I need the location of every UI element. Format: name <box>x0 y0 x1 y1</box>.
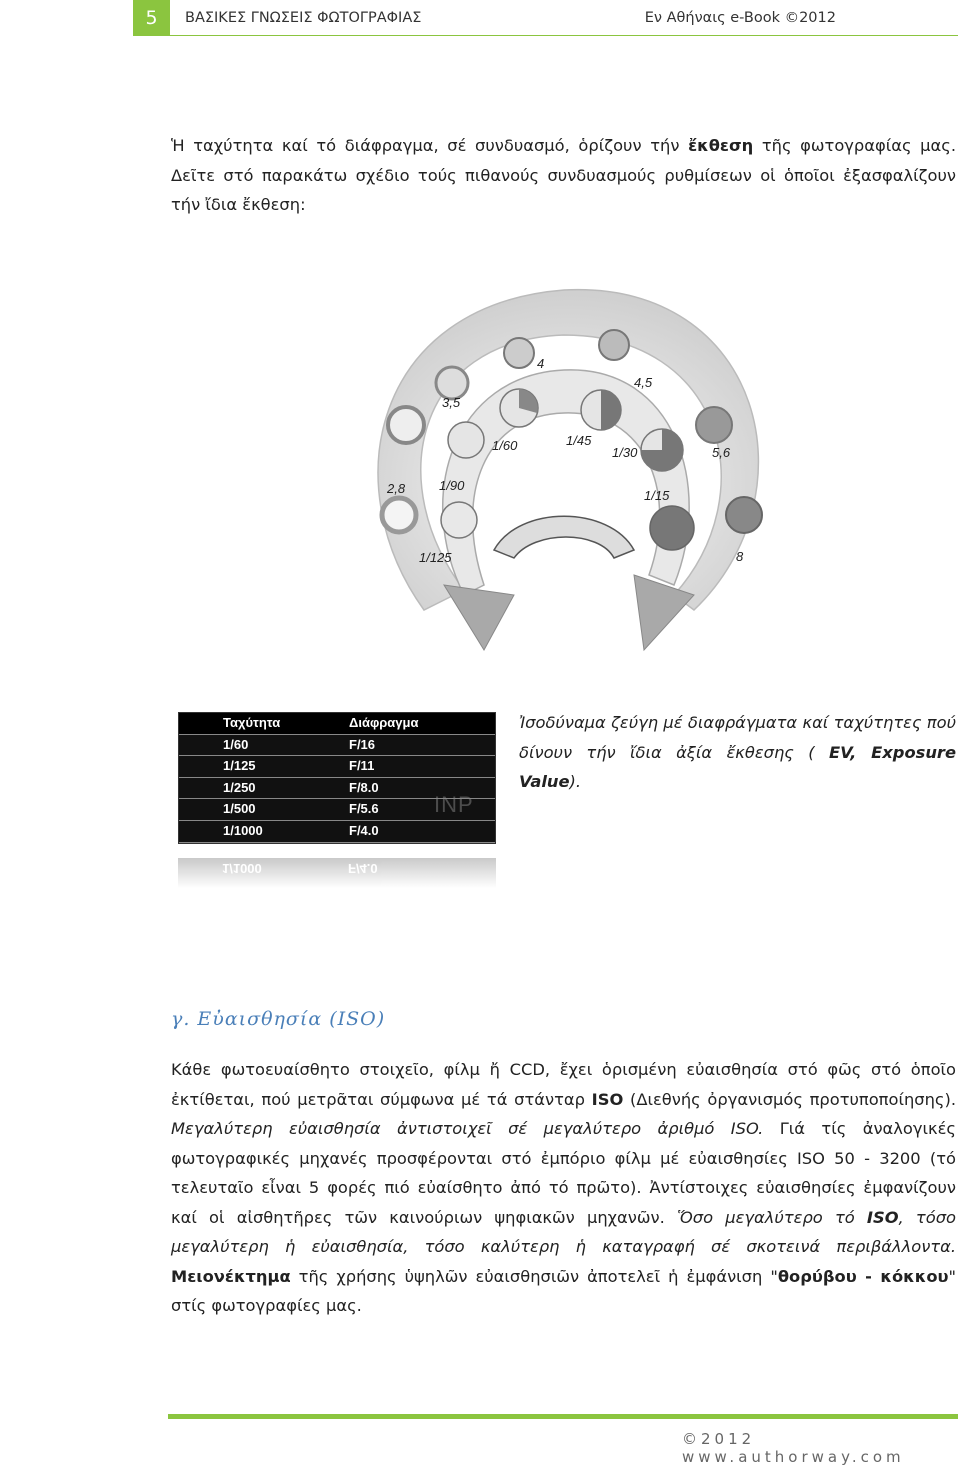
arrow-head-left <box>444 585 514 650</box>
aperture-icon <box>388 407 424 443</box>
aperture-cell: F/8.0 <box>349 779 379 795</box>
aperture-icon <box>382 498 416 532</box>
aperture-cell: F/4.0 <box>349 822 379 838</box>
iso-text: Κάθε φωτοευαίσθητο στοιχεῖο, φίλμ ἤ CCD, ἔχει ὁρισμένη εὐαισθησία στό φῶς στό ὁποῖο ἐκτίθεται, πού μετρᾶται σύμφωνα μέ τά στάνταρ <box>171 1060 956 1109</box>
speed-cell: 1/500 <box>223 801 256 817</box>
inner-arc-arrow <box>443 370 689 595</box>
exposure-table <box>178 712 496 844</box>
aperture-label: 4 <box>537 356 545 371</box>
aperture-icon <box>504 338 534 368</box>
shutter-pie <box>650 506 694 550</box>
page-footer <box>682 1430 960 1466</box>
header-speed: Ταχύτητα <box>223 715 281 730</box>
table-header-row <box>179 713 495 735</box>
speed-cell: 1/250 <box>223 779 256 795</box>
iso-italic: Μεγαλύτερη εὐαισθησία ἀντιστοιχεῖ σέ μεγαλύτερο ἀριθμό ISO. <box>171 1119 764 1138</box>
table-caption <box>519 708 956 797</box>
caption-bold: EV, Exposure Value <box>519 742 957 791</box>
exposure-diagram <box>344 265 790 680</box>
aperture-icon <box>726 497 762 533</box>
aperture-cell: F/5.6 <box>349 801 379 817</box>
footer-year: ©2012 <box>682 1430 756 1448</box>
speed-label: 1/90 <box>439 478 465 493</box>
intro-paragraph <box>171 131 956 220</box>
table-reflection <box>178 858 496 888</box>
intro-text-end: τῆς φωτογραφίας μας. Δεῖτε στό παρακάτω σχέδιο τούς πιθανούς συνδυασμούς ρυθμίσεων οἱ ὁποῖοι ἐξασφαλίζουν τήν ἴδια ἔκθεση: <box>171 136 956 214</box>
aperture-label: 5,6 <box>712 445 731 460</box>
speed-label: 1/15 <box>644 488 670 503</box>
aperture-cell: F/16 <box>349 736 376 752</box>
settings-table-figure <box>178 712 496 888</box>
caption-end: ). <box>569 772 582 791</box>
reflection-speed: 1/1000 <box>222 861 262 876</box>
aperture-label: 2,8 <box>387 481 406 496</box>
speed-label: 1/45 <box>566 433 592 448</box>
iso-text: τῆς χρήσης ὑψηλῶν εὐαισθησιῶν ἀποτελεῖ ἡ ἐμφάνιση " <box>290 1266 778 1286</box>
iso-text: (Διεθνής ὀργανισμός προτυποποίησης). <box>623 1089 956 1109</box>
page-header <box>0 0 960 36</box>
speed-cell: 1/1000 <box>223 822 263 838</box>
table-row <box>179 735 495 757</box>
iso-text: " στίς φωτογραφίες μας. <box>171 1266 956 1315</box>
aperture-cell: F/11 <box>349 758 375 774</box>
section-heading: γ. Εὐαισθησία (ISO) <box>171 1008 386 1030</box>
iso-bold: ISO <box>591 1089 624 1109</box>
reflection-aperture: F/4.0 <box>348 861 378 876</box>
footer-site: www.authorway.com <box>682 1448 905 1466</box>
aperture-label: 8 <box>736 549 744 564</box>
header-divider <box>170 35 958 36</box>
table-row <box>179 756 495 778</box>
iso-text: Γιά τίς ἀναλογικές φωτογραφικές μηχανές προσφέρονται στό ἐμπόριο φίλμ μέ εὐαισθησίες ISO 50 - 3200 (τό τελευταῖο εἶναι 5 φορές πιό εὐαίσθητο ἀπό τό πρῶτο). Ἀντίστοιχες εὐαισθησίες ἐμφανίζουν καί οἱ αἰσθητῆρες τῶν καινούριων ψηφιακῶν μηχανῶν. <box>171 1119 956 1227</box>
speed-cell: 1/60 <box>223 736 249 752</box>
iso-bold: θορύβου - κόκκου <box>777 1266 949 1286</box>
aperture-icon <box>696 407 732 443</box>
page-number: 5 <box>133 0 170 36</box>
reflection-row <box>178 861 496 876</box>
aperture-label: 3,5 <box>442 395 461 410</box>
speed-label: 1/60 <box>492 438 518 453</box>
caption-text: Ἰσοδύναμα ζεύγη μέ διαφράγματα καί ταχύτητες πού δίνουν τήν ἴδια ἀξία ἔκθεσης ( <box>519 713 956 762</box>
shutter-pie <box>441 502 477 538</box>
footer-divider <box>168 1414 958 1419</box>
shutter-pie <box>448 422 484 458</box>
table-watermark: INP <box>434 792 474 817</box>
header-aperture: Διάφραγμα <box>349 715 419 730</box>
speed-label: 1/125 <box>419 550 452 565</box>
iso-paragraph <box>171 1055 956 1321</box>
iso-bold-italic: ISO <box>866 1207 899 1227</box>
aperture-icon <box>599 330 629 360</box>
intro-text: Ἡ ταχύτητα καί τό διάφραγμα, σέ συνδυασμό, ὁρίζουν τήν <box>171 136 689 155</box>
intro-bold: ἔκθεση <box>688 136 754 155</box>
speed-label: 1/30 <box>612 445 638 460</box>
book-title: ΒΑΣΙΚΕΣ ΓΝΩΣΕΙΣ ΦΩΤΟΓΡΑΦΙΑΣ <box>185 10 422 26</box>
table-row <box>179 821 495 843</box>
camera-dial <box>494 516 634 558</box>
aperture-label: 4,5 <box>634 375 653 390</box>
speed-cell: 1/125 <box>223 758 256 774</box>
iso-bold: Μειονέκτημα <box>171 1266 291 1286</box>
iso-italic: Ὅσο μεγαλύτερο τό <box>676 1207 867 1227</box>
book-edition: Εν Αθήναις e-Book ©2012 <box>644 10 836 26</box>
iso-italic: , τόσο μεγαλύτερη ἡ εὐαισθησία, τόσο καλύτερη ἡ καταγραφή σέ σκοτεινά περιβάλλοντα. <box>171 1207 956 1256</box>
